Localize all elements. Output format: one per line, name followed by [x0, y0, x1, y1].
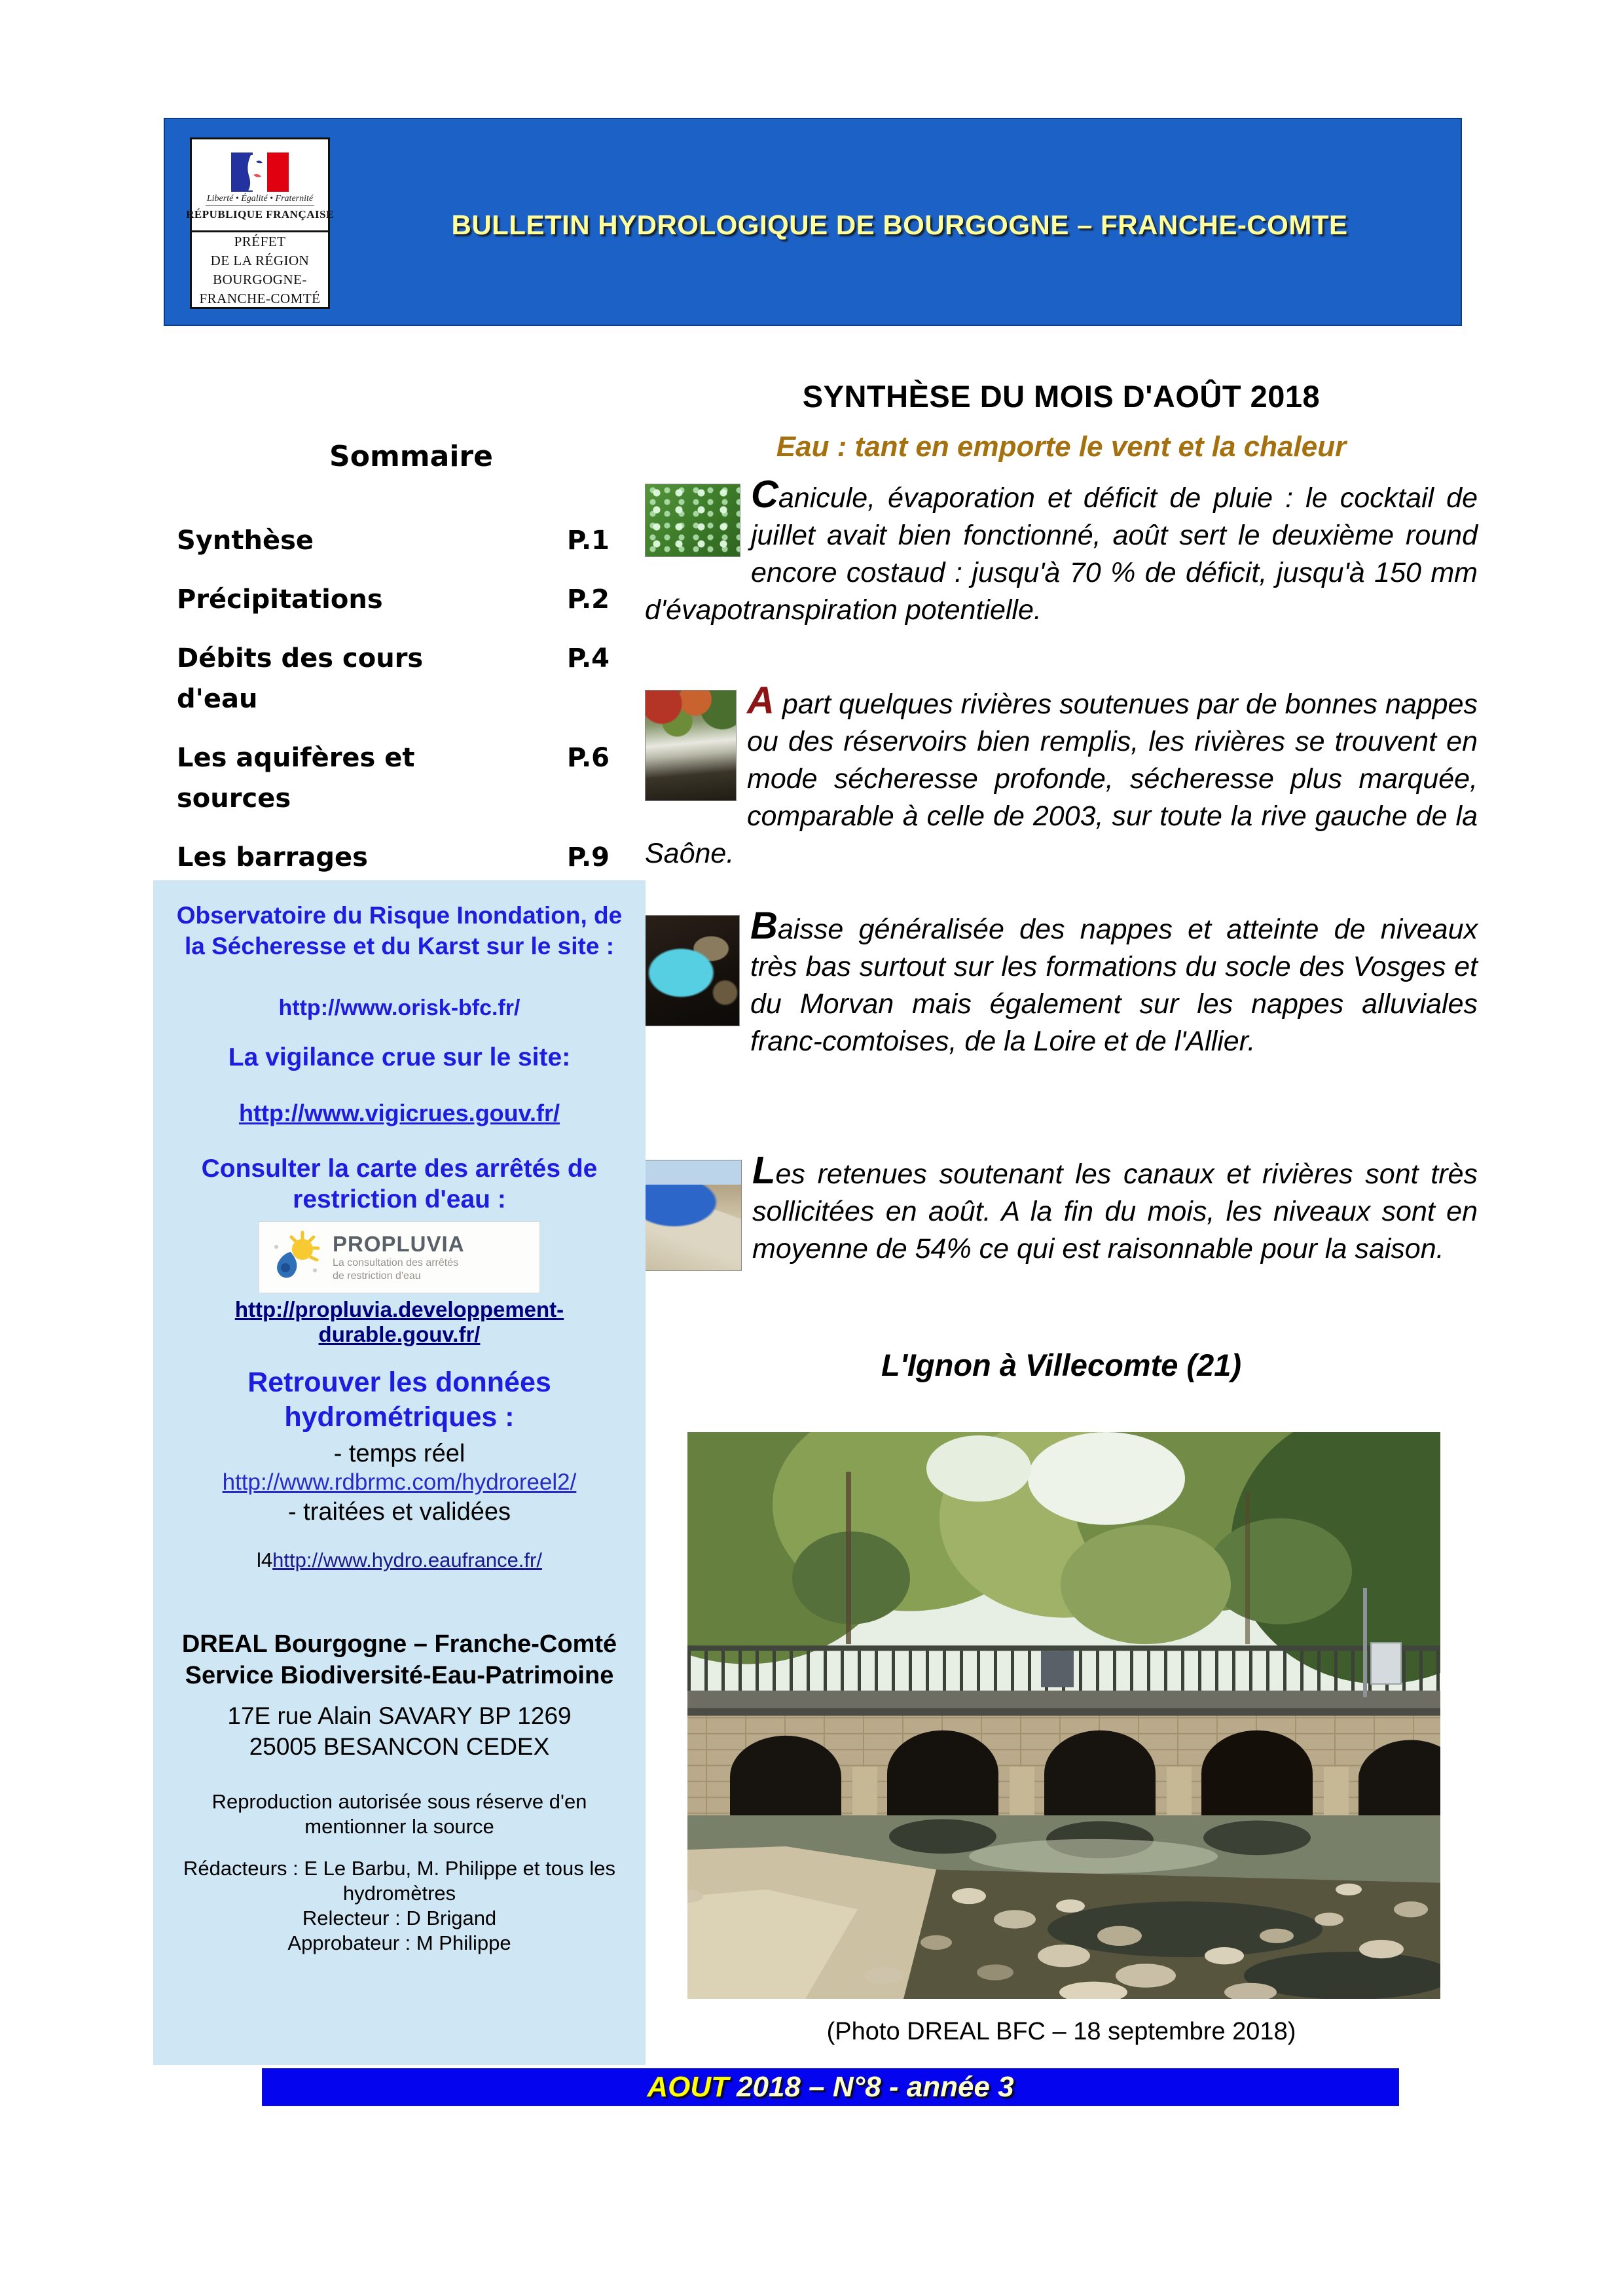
toc-label: Débits des cours d'eau: [177, 643, 424, 714]
toc-page-number: P.2: [567, 584, 610, 615]
issue-footer-bar: [262, 2068, 1399, 2106]
toc-label: Précipitations: [177, 584, 383, 615]
toc-row-barrages[interactable]: [177, 837, 646, 878]
hydroreel-link[interactable]: http://www.rdbrmc.com/hydroreel2/: [222, 1469, 577, 1495]
photo-heading: L'Ignon à Villecomte (21): [881, 1348, 1242, 1382]
propluvia-logo: [259, 1221, 540, 1293]
paragraph-text: aisse généralisée des nappes et atteinte de niveaux très bas surtout sur les formations du socle des Vosges et du Morvan mais également sur les nappes alluviales franc-comtoises, de la Loire et de l'Allier.: [750, 914, 1478, 1057]
photo-caption: (Photo DREAL BFC – 18 septembre 2018): [826, 2018, 1296, 2045]
republique-francaise-logo: [186, 137, 334, 309]
dreal-name: DREAL Bourgogne – Franche-Comté: [181, 1630, 617, 1658]
eaufrance-prefix: l4: [257, 1549, 273, 1571]
toc-heading: Sommaire: [329, 440, 493, 473]
toc-page-number: P.9: [567, 842, 610, 872]
prefet-line: PRÉFET: [234, 234, 286, 249]
restriction-heading: Consulter la carte des arrêtés de restriction d'eau :: [201, 1155, 598, 1213]
toc-label: Les barrages: [177, 842, 368, 872]
dropcap: L: [752, 1149, 776, 1192]
toc-page-number: P.1: [567, 526, 610, 556]
logo-top-cell: [186, 139, 334, 232]
paragraph-retenues: [645, 1149, 1478, 1275]
credits-redacteurs: Rédacteurs : E Le Barbu, M. Philippe et tous les hydromètres: [183, 1857, 615, 1905]
vigicrues-link[interactable]: http://www.vigicrues.gouv.fr/: [238, 1100, 560, 1126]
prefet-line: BOURGOGNE-: [213, 272, 307, 287]
dreal-service-block: [165, 1628, 634, 1691]
observatoire-heading: Observatoire du Risque Inondation, de la Sécheresse et du Karst sur le site :: [176, 902, 623, 960]
propluvia-text: [333, 1232, 465, 1283]
info-sidebar: [153, 880, 646, 2065]
toc-row-debits[interactable]: [177, 638, 646, 719]
sun-raindrop-icon: [266, 1227, 326, 1287]
toc-row-precipitations[interactable]: [177, 579, 646, 620]
paragraph-text: anicule, évaporation et déficit de pluie : le cocktail de juillet avait bien fonctionné, août sert le deuxième round encore costaud : jusqu'à 70 % de déficit, jusqu'à 150 mm d'évapotranspiration potentielle.: [645, 482, 1478, 626]
address-city: 25005 BESANCON CEDEX: [249, 1733, 550, 1760]
eaufrance-line: [165, 1549, 634, 1572]
issue-details: 2018 – N°8 - année 3: [737, 2071, 1014, 2103]
toc-page-number: P.6: [567, 743, 610, 773]
autumn-river-waterfall-image: [645, 690, 737, 801]
propluvia-tagline: La consultation des arrêtés: [333, 1257, 459, 1268]
eaufrance-link[interactable]: http://www.hydro.eaufrance.fr/: [272, 1549, 542, 1571]
paragraph-nappes: [645, 905, 1478, 1060]
toc-label: Les aquifères et sources: [177, 743, 415, 814]
dropcap: C: [751, 473, 778, 516]
orisk-link[interactable]: http://www.orisk-bfc.fr/: [278, 996, 520, 1020]
logo-republic: RÉPUBLIQUE FRANÇAISE: [186, 208, 334, 221]
toc-page-number: P.4: [567, 643, 610, 673]
propluvia-tagline: de restriction d'eau: [333, 1270, 421, 1282]
french-flag-marianne-icon: [231, 152, 289, 192]
prefet-label: [192, 232, 328, 308]
paragraph-rivieres: [645, 679, 1478, 872]
karst-cave-spring-image: [645, 915, 740, 1026]
synthese-subtitle: Eau : tant en emporte le vent et la chaleur: [776, 431, 1347, 463]
dam-reservoir-image: [645, 1160, 742, 1271]
issue-month: AOUT: [647, 2071, 729, 2103]
dropcap: A: [747, 679, 775, 722]
toc-row-aquiferes[interactable]: [177, 738, 646, 819]
propluvia-link[interactable]: http://propluvia.developpement-durable.gouv.fr/: [234, 1297, 564, 1346]
prefet-line: FRANCHE-COMTÉ: [199, 291, 321, 306]
prefet-line: DE LA RÉGION: [210, 253, 310, 268]
stone-bridge-dry-riverbed-photo: [687, 1432, 1440, 1999]
credits-approbateur: Approbateur : M Philippe: [287, 1931, 511, 1954]
logo-motto: Liberté • Égalité • Fraternité: [206, 194, 314, 206]
header-banner: [164, 118, 1462, 326]
toc-row-synthese[interactable]: [177, 520, 646, 561]
paragraph-text: part quelques rivières soutenues par de bonnes nappes ou des réservoirs bien remplis, les rivières se trouvent en mode sécheresse profonde, sécheresse plus marquée, comparable à celle de 2003, sur toute la rive gauche de la Saône.: [645, 689, 1478, 869]
dropcap: B: [750, 905, 778, 947]
hydro-realtime-label: - temps réel: [333, 1440, 465, 1467]
credits-block: [165, 1856, 634, 1956]
paragraph-text: es retenues soutenant les canaux et rivières sont très sollicitées en août. A la fin du mois, les niveaux sont en moyenne de 54% ce qui est raisonnable pour la saison.: [752, 1158, 1478, 1265]
synthese-title: SYNTHÈSE DU MOIS D'AOÛT 2018: [802, 379, 1321, 414]
address-block: [165, 1700, 634, 1762]
hydro-data-heading: Retrouver les données hydrométriques :: [247, 1367, 551, 1433]
credits-relecteur: Relecteur : D Brigand: [302, 1907, 497, 1929]
dreal-service: Service Biodiversité-Eau-Patrimoine: [185, 1662, 614, 1689]
propluvia-name: PROPLUVIA: [333, 1232, 465, 1256]
hydro-validated-label: - traitées et validées: [287, 1498, 511, 1526]
toc-label: Synthèse: [177, 526, 314, 556]
bulletin-title: BULLETIN HYDROLOGIQUE DE BOURGOGNE – FRANCHE-COMTE: [451, 209, 1348, 240]
table-of-contents: [177, 440, 646, 896]
reproduction-note: Reproduction autorisée sous réserve d'en mentionner la source: [211, 1790, 587, 1838]
paragraph-canicule: [645, 473, 1478, 629]
wet-leaf-raindrops-image: [645, 484, 740, 557]
vigilance-heading: La vigilance crue sur le site:: [228, 1043, 571, 1071]
address-street: 17E rue Alain SAVARY BP 1269: [227, 1702, 572, 1729]
